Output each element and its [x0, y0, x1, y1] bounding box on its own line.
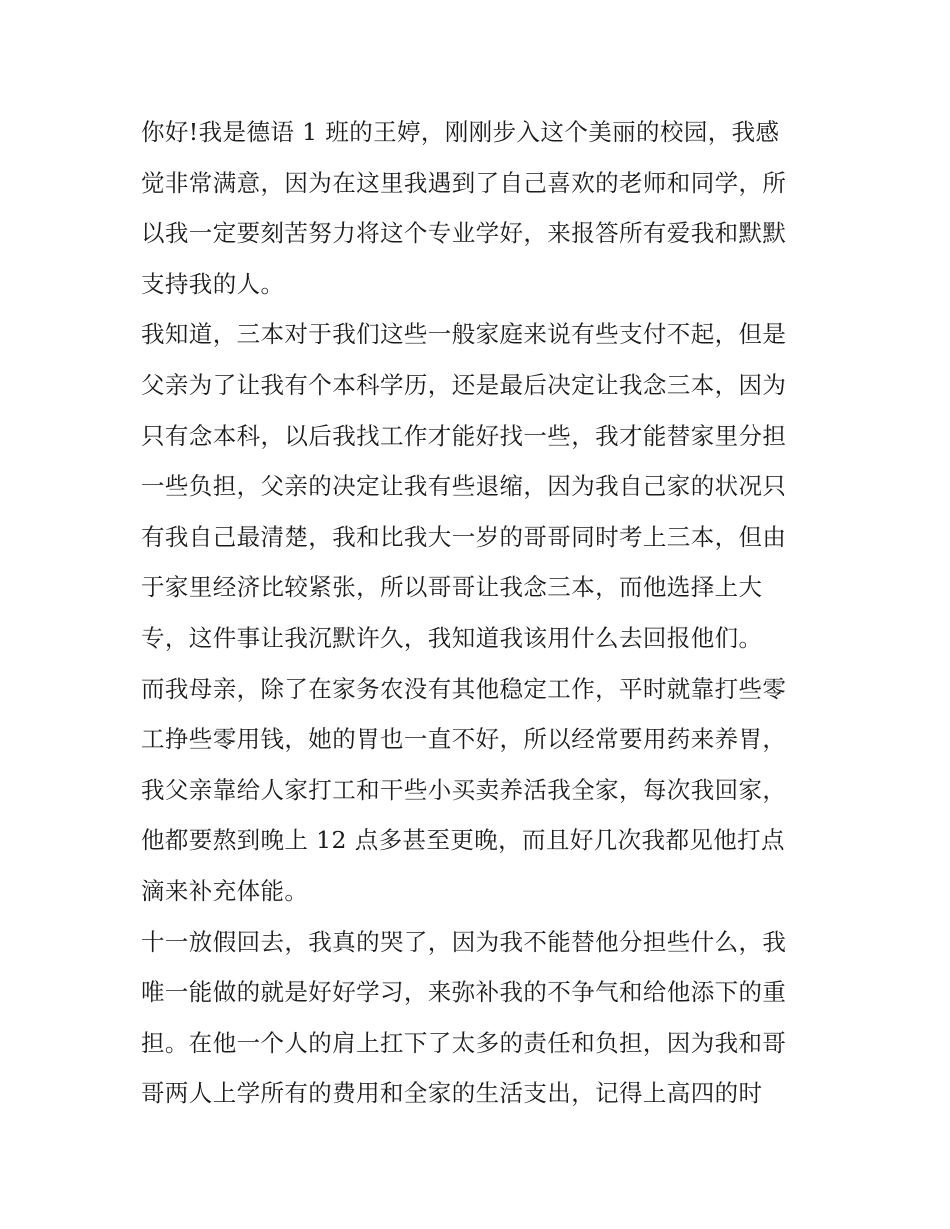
paragraph-family-decision [141, 309, 816, 663]
text-line: 于家里经济比较紧张，所以哥哥让我念三本，而他选择上大 [141, 573, 763, 602]
paragraph-holiday [141, 917, 816, 1119]
document-body [141, 107, 816, 1119]
text-line: 滴来补充体能。 [141, 876, 309, 905]
paragraph-introduction [141, 107, 816, 309]
text-line: 只有念本科，以后我找工作才能好找一些，我才能替家里分担 [141, 421, 787, 450]
text-line: 以我一定要刻苦努力将这个专业学好，来报答所有爱我和默默 [141, 219, 787, 248]
text-line: 十一放假回去，我真的哭了，因为我不能替他分担些什么，我 [141, 927, 787, 956]
text-line: 担。在他一个人的肩上扛下了太多的责任和负担，因为我和哥 [141, 1028, 787, 1057]
text-line: 我父亲靠给人家打工和干些小买卖养活我全家，每次我回家， [141, 775, 787, 804]
text-line: 你好!我是德语 1 班的王婷，刚刚步入这个美丽的校园，我感 [141, 118, 780, 146]
text-line: 我知道，三本对于我们这些一般家庭来说有些支付不起，但是 [141, 320, 787, 349]
text-line: 他都要熬到晚上 12 点多甚至更晚，而且好几次我都见他打点 [141, 826, 785, 855]
text-line: 一些负担，父亲的决定让我有些退缩，因为我自己家的状况只 [141, 472, 787, 501]
text-line: 唯一能做的就是好好学习，来弥补我的不争气和给他添下的重 [141, 978, 787, 1007]
paragraph-parents [141, 664, 816, 917]
text-line: 哥两人上学所有的费用和全家的生活支出，记得上高四的时 [141, 1079, 763, 1108]
text-line: 觉非常满意，因为在这里我遇到了自己喜欢的老师和同学，所 [141, 168, 787, 197]
text-line: 父亲为了让我有个本科学历，还是最后决定让我念三本，因为 [141, 370, 787, 399]
text-line: 支持我的人。 [141, 269, 285, 298]
text-line: 有我自己最清楚，我和比我大一岁的哥哥同时考上三本，但由 [141, 522, 787, 551]
text-line: 工挣些零用钱，她的胃也一直不好，所以经常要用药来养胃， [141, 725, 787, 754]
text-line: 而我母亲，除了在家务农没有其他稳定工作，平时就靠打些零 [141, 674, 787, 703]
text-line: 专，这件事让我沉默许久，我知道我该用什么去回报他们。 [141, 623, 763, 652]
